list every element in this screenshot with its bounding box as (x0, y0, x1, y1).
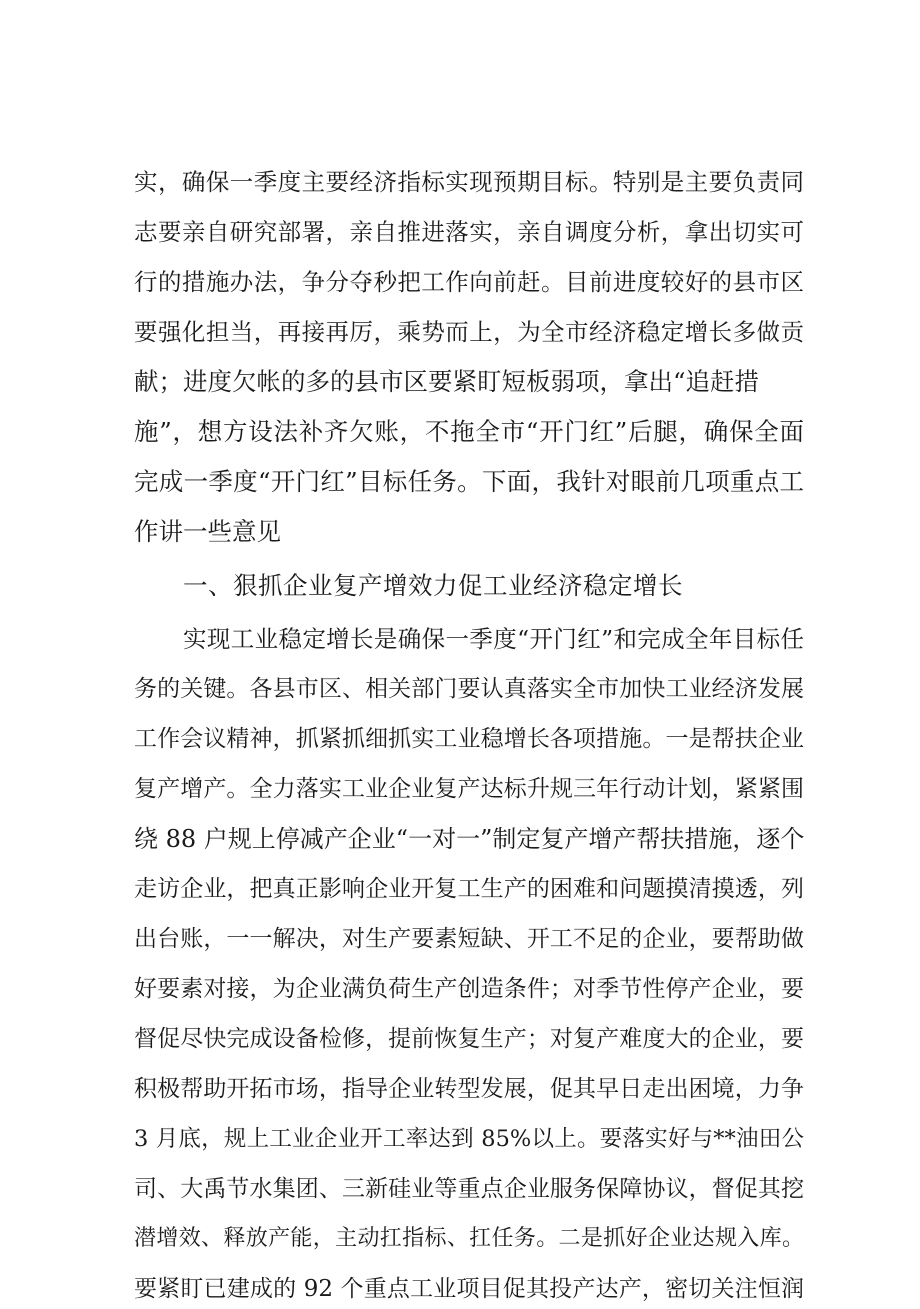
paragraph-2-line-10: 积极帮助开拓市场，指导企业转型发展，促其早日走出困境，力争 (134, 1076, 804, 1102)
section-heading-1: 一、狠抓企业复产增效力促工业经济稳定增长 (183, 571, 683, 600)
paragraph-2-line-8: 好要素对接，为企业满负荷生产创造条件；对季节性停产企业，要 (134, 976, 804, 1002)
paragraph-2-line-5: 绕 88 户规上停减产企业“一对一”制定复产增产帮扶措施，逐个 (134, 825, 805, 853)
paragraph-2-line-11: 3 月底，规上工业企业开工率达到 85%以上。要落实好与**油田公 (134, 1126, 804, 1152)
paragraph-2-line-7: 出台账，一一解决，对生产要素短缺、开工不足的企业，要帮助做 (134, 926, 804, 952)
paragraph-2-line-6: 走访企业，把真正影响企业开复工生产的困难和问题摸清摸透，列 (134, 876, 804, 902)
paragraph-2-line-3: 工作会议精神，抓紧抓细抓实工业稳增长各项措施。一是帮扶企业 (134, 726, 804, 752)
paragraph-2-line-12: 司、大禹节水集团、三新硅业等重点企业服务保障协议，督促其挖 (134, 1176, 804, 1202)
paragraph-1-line-4: 要强化担当，再接再厉，乘势而上，为全市经济稳定增长多做贡 (134, 318, 804, 346)
paragraph-1-line-6: 施”，想方设法补齐欠账，不拖全市“开门红”后腿，确保全面 (134, 417, 804, 446)
paragraph-2-line-14: 要紧盯已建成的 92 个重点工业项目促其投产达产，密切关注恒润 (134, 1276, 804, 1302)
paragraph-1-line-3: 行的措施办法，争分夺秒把工作向前赶。目前进度较好的县市区 (134, 268, 804, 296)
paragraph-2-line-1: 实现工业稳定增长是确保一季度“开门红”和完成全年目标任 (183, 625, 804, 653)
paragraph-1-line-8: 作讲一些意见 (134, 517, 281, 546)
paragraph-1-line-1: 实，确保一季度主要经济指标实现预期目标。特别是主要负责同 (134, 168, 804, 196)
paragraph-2-line-2: 务的关键。各县市区、相关部门要认真落实全市加快工业经济发展 (134, 676, 804, 702)
paragraph-2-line-13: 潜增效、释放产能，主动扛指标、扛任务。二是抓好企业达规入库。 (134, 1226, 804, 1251)
paragraph-2-line-4: 复产增产。全力落实工业企业复产达标升规三年行动计划，紧紧围 (134, 776, 804, 802)
paragraph-2-line-9: 督促尽快完成设备检修，提前恢复生产；对复产难度大的企业，要 (134, 1026, 804, 1052)
paragraph-1-line-5: 献；进度欠帐的多的县市区要紧盯短板弱项，拿出“追赶措 (134, 367, 760, 396)
paragraph-1-line-7: 完成一季度“开门红”目标任务。下面，我针对眼前几项重点工 (134, 467, 804, 496)
paragraph-1-line-2: 志要亲自研究部署，亲自推进落实，亲自调度分析，拿出切实可 (134, 218, 804, 246)
